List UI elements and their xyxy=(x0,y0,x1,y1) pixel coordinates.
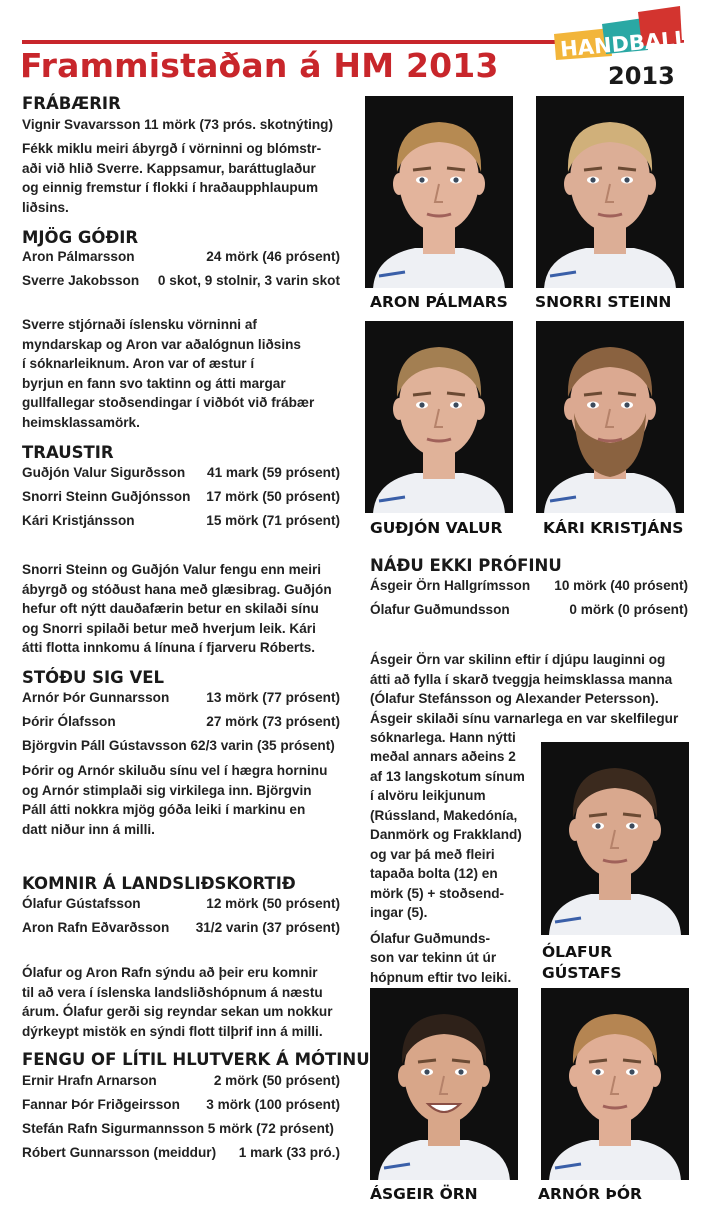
ear xyxy=(393,173,405,195)
photo-caption: ÁSGEIR ÖRN xyxy=(370,1185,478,1203)
eyebrow xyxy=(413,168,431,170)
eyebrow xyxy=(589,814,607,816)
pupil xyxy=(629,823,634,828)
stat-row xyxy=(22,489,340,504)
player-name: Kári Kristjánsson xyxy=(22,513,135,528)
player-name: Ernir Hrafn Arnarson xyxy=(22,1073,157,1088)
pupil xyxy=(590,402,595,407)
portrait-photo xyxy=(541,742,689,935)
stat-row xyxy=(22,273,340,288)
pupil xyxy=(624,177,629,182)
player-stat: 17 mörk (50 prósent) xyxy=(206,489,340,504)
text-traustir xyxy=(22,560,352,658)
eyebrow xyxy=(584,393,602,395)
text-line: tapaða bolta (12) en xyxy=(370,866,498,881)
ear xyxy=(569,819,581,841)
text-line: af 13 langskotum sínum xyxy=(370,768,525,784)
svg-text:2013: 2013 xyxy=(608,62,675,88)
text-line: hópnum eftir tvo leiki. xyxy=(370,969,512,985)
portrait-illustration xyxy=(365,96,513,288)
player-stat: 24 mörk (46 prósent) xyxy=(206,249,340,264)
text-line: Fékk miklu meiri ábyrgð í vörninni og blómstr- xyxy=(22,141,322,156)
stat-row xyxy=(22,1073,340,1088)
ear xyxy=(569,1065,581,1087)
page-title: Frammistaðan á HM 2013 xyxy=(20,46,499,85)
text-line: byrjun en fann svo taktinn og átti margar xyxy=(22,375,286,391)
eyebrow xyxy=(623,814,641,816)
text-line: árum. Ólafur gerði sig reyndar sekan um nokkur xyxy=(22,1004,333,1019)
player-stat: 0 mörk (0 prósent) xyxy=(569,602,688,617)
player-stat: 10 mörk (40 prósent) xyxy=(554,578,688,593)
photo-caption: ARNÓR ÞÓR xyxy=(538,1185,642,1203)
player-name: Fannar Þór Friðgeirsson xyxy=(22,1097,180,1112)
svg-text:HANDBALL: HANDBALL xyxy=(559,26,684,62)
text-line: heimsklassamörk. xyxy=(22,414,140,430)
text-line: Ólafur Guðmunds- xyxy=(370,930,491,946)
player-stat: 41 mark (59 prósent) xyxy=(207,465,340,480)
text-mjog-godir xyxy=(22,315,352,432)
portrait-illustration xyxy=(536,96,684,288)
text-line: í alvöru leikjunum xyxy=(370,788,486,803)
player-name: Aron Rafn Eðvarðsson xyxy=(22,920,170,935)
text-nadu xyxy=(370,650,700,748)
text-line: og Arnór stimplaði sig virkilega inn. Björgvin xyxy=(22,782,312,798)
text-line: átti flotta innkomu á línuna í fjarveru Róberts. xyxy=(22,640,316,655)
text-line: Snorri Steinn og Guðjón Valur fengu enn meiri xyxy=(22,562,322,577)
text-line: Ásgeir Örn var skilinn eftir í djúpu lauginni og xyxy=(370,652,666,667)
player-name: Stefán Rafn Sigurmannsson 5 mörk (72 prósent) xyxy=(22,1121,334,1136)
text-line: Þórir og Arnór skiluðu sínu vel í hægra horninu xyxy=(22,763,328,778)
pupil xyxy=(458,1069,463,1074)
eyebrow xyxy=(623,1060,641,1062)
eyebrow xyxy=(452,1060,470,1062)
photo-caption: ARON PÁLMARS xyxy=(370,293,508,311)
player-stat: 0 skot, 9 stolnir, 3 varin skot xyxy=(157,273,340,288)
portrait-photo xyxy=(541,988,689,1180)
pupil xyxy=(453,177,458,182)
player-stat: 3 mörk (100 prósent) xyxy=(206,1097,340,1112)
stat-row xyxy=(22,249,340,264)
portrait-photo xyxy=(536,96,684,288)
stat-row xyxy=(370,602,688,617)
player-stat: 12 mörk (50 prósent) xyxy=(206,896,340,911)
section-heading-fengu: FENGU OF LÍTIL HLUTVERK Á MÓTINU xyxy=(22,1050,370,1069)
text-line: meðal annars aðeins 2 xyxy=(370,749,516,764)
portrait-illustration xyxy=(541,988,689,1180)
player-name: Ólafur Guðmundsson xyxy=(370,602,510,617)
text-frabaerir xyxy=(22,139,342,217)
player-stat: 31/2 varin (37 prósent) xyxy=(195,920,340,935)
portrait-illustration xyxy=(365,321,513,513)
text-line: myndarskap og Aron var aðalógnun liðsins xyxy=(22,336,301,352)
ear xyxy=(393,398,405,420)
portrait-photo xyxy=(365,96,513,288)
photo-caption: GUÐJÓN VALUR xyxy=(370,519,503,537)
text-line: og einnig fremstur í flokki í hraðaupphlaupum xyxy=(22,180,319,195)
stat-row xyxy=(22,738,340,753)
text-line: dýrkeypt mistök en sýndi flott tilþrif inn á milli. xyxy=(22,1023,323,1039)
stat-row xyxy=(22,513,340,528)
stat-row xyxy=(22,465,340,480)
stat-row-vignir: Vignir Svavarsson 11 mörk (73 prós. skotnýting) xyxy=(22,117,334,132)
portrait-illustration xyxy=(370,988,518,1180)
portrait-photo xyxy=(365,321,513,513)
stat-row xyxy=(22,1145,340,1160)
section-heading-komnir: KOMNIR Á LANDSLIÐSKORTIÐ xyxy=(22,874,296,893)
stat-row xyxy=(22,714,340,729)
section-heading-nadu: NÁÐU EKKI PRÓFINU xyxy=(370,556,562,575)
text-line: í sóknarleiknum. Aron var of æstur í xyxy=(22,356,255,371)
text-line: Ólafur og Aron Rafn sýndu að þeir eru komnir xyxy=(22,965,318,980)
player-stat: 13 mörk (77 prósent) xyxy=(206,690,340,705)
text-line: til að vera í íslenska landsliðshópnum á næstu xyxy=(22,984,323,1000)
pupil xyxy=(624,402,629,407)
ear xyxy=(644,173,656,195)
text-line: gullfallegar stoðsendingar í viðbót við frábær xyxy=(22,395,315,410)
eyebrow xyxy=(413,393,431,395)
pupil xyxy=(629,1069,634,1074)
player-name: Þórir Ólafsson xyxy=(22,714,116,729)
pupil xyxy=(419,177,424,182)
text-stodu xyxy=(22,761,352,839)
eyebrow xyxy=(589,1060,607,1062)
text-komnir xyxy=(22,963,352,1041)
ear xyxy=(649,819,661,841)
eyebrow xyxy=(447,393,465,395)
portrait-illustration xyxy=(541,742,689,935)
text-line: og var þá með fleiri xyxy=(370,846,495,862)
handball-2013-logo xyxy=(552,4,684,88)
ear xyxy=(478,1065,490,1087)
section-heading-mjog-godir: MJÖG GÓÐIR xyxy=(22,228,139,247)
portrait-photo xyxy=(536,321,684,513)
stat-row xyxy=(22,920,340,935)
player-name: Guðjón Valur Sigurðsson xyxy=(22,465,186,480)
section-heading-frabaerir: FRÁBÆRIR xyxy=(22,94,121,113)
pupil xyxy=(590,177,595,182)
portrait-illustration xyxy=(536,321,684,513)
player-stat: 2 mörk (50 prósent) xyxy=(213,1073,340,1088)
stat-row xyxy=(22,1121,340,1136)
stat-row xyxy=(370,578,688,593)
photo-caption: SNORRI STEINN xyxy=(535,293,672,311)
text-line: aði við hlið Sverre. Kappsamur, baráttuglaður xyxy=(22,160,316,176)
text-line: datt niður inn á milli. xyxy=(22,821,155,837)
pupil xyxy=(453,402,458,407)
text-line: átti að fylla í skarð tveggja heimsklassa manna xyxy=(370,671,673,687)
text-line: ábyrgð og stóðust hana með glæsibrag. Guðjón xyxy=(22,581,332,597)
pupil xyxy=(419,402,424,407)
text-line: Danmörk og Frakkland) xyxy=(370,827,522,842)
ear xyxy=(473,173,485,195)
eyebrow xyxy=(447,168,465,170)
section-heading-stodu: STÓÐU SIG VEL xyxy=(22,668,164,687)
stat-row xyxy=(22,1097,340,1112)
ear xyxy=(473,398,485,420)
text-line: (Rússland, Makedónía, xyxy=(370,807,518,823)
eyebrow xyxy=(418,1060,436,1062)
text-line: son var tekinn út úr xyxy=(370,950,497,965)
stat-row xyxy=(22,896,340,911)
player-name: Björgvin Páll Gústavsson 62/3 varin (35 prósent) xyxy=(22,738,335,753)
player-name: Snorri Steinn Guðjónsson xyxy=(22,489,191,504)
player-stat: 1 mark (33 pró.) xyxy=(238,1145,340,1160)
text-nadu-narrow xyxy=(370,747,535,987)
ear xyxy=(398,1065,410,1087)
player-name: Róbert Gunnarsson (meiddur) xyxy=(22,1145,217,1160)
player-stat: 15 mörk (71 prósent) xyxy=(206,513,340,528)
portrait-photo xyxy=(370,988,518,1180)
text-line: Ásgeir skilaði sínu varnarlega en var skelfilegur xyxy=(370,710,679,726)
text-line: Sverre stjórnaði íslensku vörninni af xyxy=(22,317,257,332)
eyebrow xyxy=(618,393,636,395)
player-name: Arnór Þór Gunnarsson xyxy=(22,690,170,705)
caption-line: GÚSTAFS xyxy=(542,964,622,982)
section-heading-traustir: TRAUSTIR xyxy=(22,443,114,462)
photo-caption: KÁRI KRISTJÁNS xyxy=(543,519,684,537)
stat-row xyxy=(22,690,340,705)
text-line: sóknarlega. Hann nýtti xyxy=(370,730,516,745)
text-line: hefur oft nýtt dauðafærin betur en skilaði sínu xyxy=(22,601,319,616)
pupil xyxy=(595,823,600,828)
pupil xyxy=(595,1069,600,1074)
text-line: mörk (5) + stoðsend- xyxy=(370,885,505,901)
caption-line: ÓLAFUR xyxy=(542,943,613,961)
pupil xyxy=(424,1069,429,1074)
player-name: Aron Pálmarsson xyxy=(22,249,135,264)
eyebrow xyxy=(584,168,602,170)
player-name: Sverre Jakobsson xyxy=(22,273,140,288)
ear xyxy=(564,173,576,195)
player-name: Ólafur Gústafsson xyxy=(22,896,141,911)
player-name: Ásgeir Örn Hallgrímsson xyxy=(370,578,531,593)
player-stat: 27 mörk (73 prósent) xyxy=(206,714,340,729)
text-line: liðsins. xyxy=(22,199,69,215)
eyebrow xyxy=(618,168,636,170)
text-line: og Snorri spilaði betur með hverjum leik. Kári xyxy=(22,620,316,636)
text-line: ingar (5). xyxy=(370,905,428,920)
text-line: (Ólafur Stefánsson og Alexander Petersson). xyxy=(370,691,659,706)
photo-caption xyxy=(542,942,622,984)
text-line: Páll átti nokkra mjög góða leiki í markinu en xyxy=(22,802,306,817)
ear xyxy=(649,1065,661,1087)
